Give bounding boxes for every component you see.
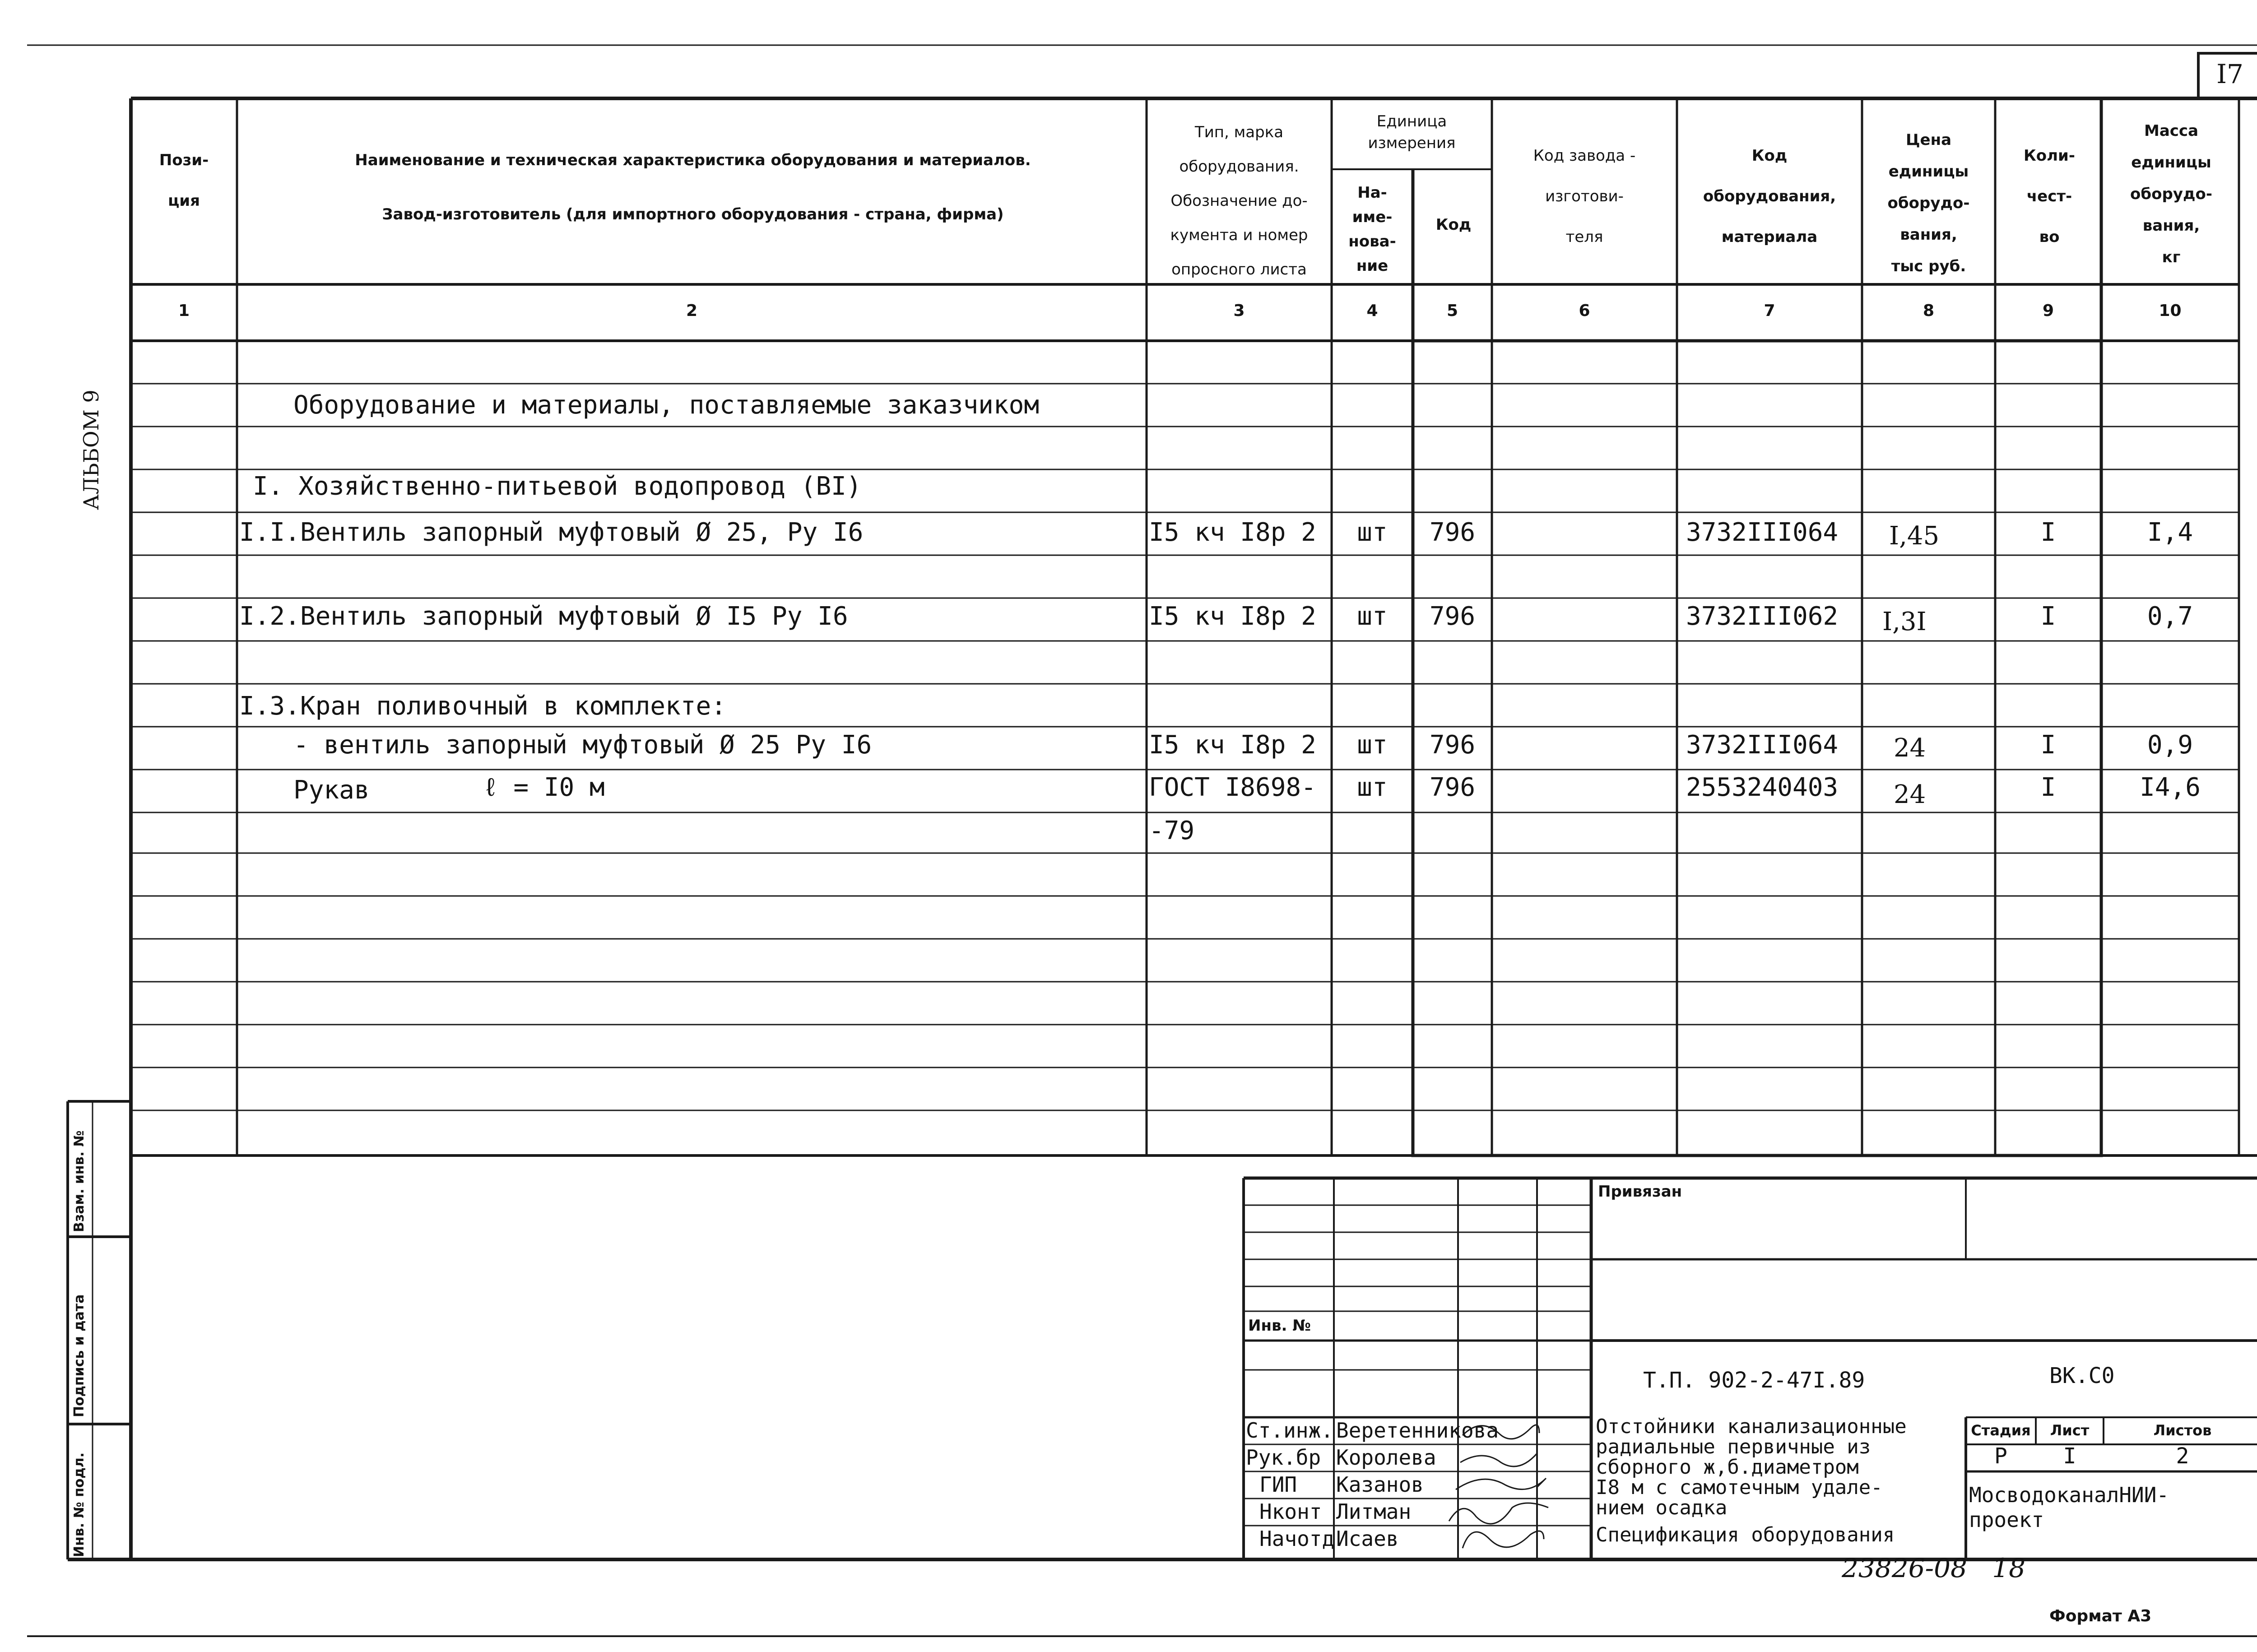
item-equipment-code: 3732III064 <box>1686 518 1839 547</box>
item-price: 24 <box>1894 780 1926 809</box>
item-price: I,45 <box>1889 521 1940 551</box>
stamp-title-line: I8 м с самотечным удале- <box>1596 1476 1883 1499</box>
side-stamp-original-inv: Инв. № подл. <box>71 1452 87 1557</box>
column-number: 9 <box>2042 302 2054 320</box>
item-type: I5 кч I8р 2 <box>1149 518 1316 547</box>
stamp-sheets: 2 <box>2176 1443 2189 1469</box>
item-unit-code: 796 <box>1429 518 1476 547</box>
item-unit-code: 796 <box>1429 602 1476 631</box>
stamp-sheet-label: Лист <box>2050 1422 2090 1439</box>
item-type: I5 кч I8р 2 <box>1149 602 1316 631</box>
stamp-role: Рук.бр <box>1246 1445 1321 1470</box>
item-equipment-code: 2553240403 <box>1686 773 1839 802</box>
header-type: Тип, марка оборудования. Обозначение до- кумента и номер опросного листа <box>1170 123 1308 278</box>
side-stamp-replaced-inv: Взам. инв. № <box>71 1130 87 1232</box>
column-number: 8 <box>1923 302 1935 320</box>
header-unit-group: Единица измерения <box>1368 112 1456 152</box>
header-unit-price: Цена единицы оборудо- вания, тыс руб. <box>1887 131 1970 275</box>
item-quantity: I <box>2040 518 2056 547</box>
header-name-line2: Завод-изготовитель (для импортного оборудования - страна, фирма) <box>382 205 1004 223</box>
item-price: 24 <box>1894 733 1926 763</box>
column-number: 3 <box>1233 302 1245 320</box>
item-price: I,3I <box>1882 607 1927 636</box>
sheet-corner-number: I7 <box>2216 59 2243 89</box>
stamp-organization-continued: проект <box>1969 1508 2044 1532</box>
item-unit-code: 796 <box>1429 773 1476 802</box>
item-group-title: I.3.Кран поливочный в комплекте: <box>239 691 726 721</box>
item-unit: шт <box>1357 518 1388 547</box>
column-number: 4 <box>1366 302 1378 320</box>
column-number: 1 <box>178 302 190 320</box>
header-unit-code: Код <box>1435 216 1472 234</box>
stamp-person: Казанов <box>1336 1472 1424 1497</box>
column-number: 5 <box>1446 302 1458 320</box>
item-name: - вентиль запорный муфтовый Ø 25 Ру I6 <box>293 730 872 760</box>
stamp-role: ГИП <box>1259 1472 1297 1497</box>
archive-number: 23826-08 18 <box>1842 1553 2026 1583</box>
header-unit-name: На- име- нова- ние <box>1348 184 1396 275</box>
item-name: Рукав <box>293 775 370 805</box>
stamp-document-number: Т.П. 902-2-47I.89 <box>1643 1368 1865 1393</box>
item-mass: 0,9 <box>2147 730 2193 760</box>
item-mass: I,4 <box>2147 518 2193 547</box>
stamp-person: Исаев <box>1336 1527 1399 1551</box>
item-quantity: I <box>2040 602 2056 631</box>
stamp-inventory-label: Инв. № <box>1248 1317 1311 1335</box>
column-number: 7 <box>1764 302 1775 320</box>
header-name-line1: Наименование и техническая характеристика оборудования и материалов. <box>355 151 1031 169</box>
stamp-stage-label: Стадия <box>1971 1422 2031 1439</box>
item-type: I5 кч I8р 2 <box>1149 730 1316 760</box>
side-album-label: АЛЬБОМ 9 <box>79 390 103 510</box>
stamp-role: Нконт <box>1259 1499 1322 1524</box>
item-quantity: I <box>2040 773 2056 802</box>
item-equipment-code: 3732III064 <box>1686 730 1839 760</box>
item-unit: шт <box>1357 730 1388 760</box>
item-unit-code: 796 <box>1429 730 1476 760</box>
header-position: Пози- ция <box>159 151 209 210</box>
stamp-title-line: Отстойники канализационные <box>1596 1415 1907 1438</box>
item-equipment-code: 3732III062 <box>1686 602 1839 631</box>
item-length: ℓ = I0 м <box>483 773 605 802</box>
stamp-person: Веретенникова <box>1336 1418 1499 1443</box>
column-number: 2 <box>686 302 698 320</box>
column-number: 10 <box>2159 302 2182 320</box>
item-name: I.I.Вентиль запорный муфтовый Ø 25, Ру I6 <box>239 518 864 547</box>
stamp-sheets-label: Листов <box>2153 1422 2212 1439</box>
column-number: 6 <box>1579 302 1590 320</box>
header-factory-code: Код завода - изготови- теля <box>1533 147 1636 246</box>
header-quantity: Коли- чест- во <box>2024 147 2075 246</box>
header-equipment-code: Код оборудования, материала <box>1703 147 1836 246</box>
stamp-person: Королева <box>1336 1445 1436 1470</box>
stamp-document-code: ВК.С0 <box>2049 1363 2115 1388</box>
item-type: ГОСТ I8698- <box>1149 773 1316 802</box>
stamp-attached-label: Привязан <box>1598 1183 1682 1201</box>
item-quantity: I <box>2040 730 2056 760</box>
stamp-title-line: нием осадка <box>1596 1496 1728 1519</box>
side-stamp-signature-date: Подпись и дата <box>71 1294 87 1417</box>
subsection-title: I. Хозяйственно-питьевой водопровод (BI) <box>253 472 862 501</box>
stamp-title-line: радиальные первичные из <box>1596 1435 1871 1458</box>
stamp-title-line: сборного ж,б.диаметром <box>1596 1456 1859 1479</box>
stamp-sheet: I <box>2063 1443 2076 1469</box>
header-unit-mass: Масса единицы оборудо- вания, кг <box>2130 122 2212 266</box>
section-title: Оборудование и материалы, поставляемые заказчиком <box>293 390 1040 420</box>
format-label: Формат А3 <box>2049 1607 2152 1625</box>
item-mass: 0,7 <box>2147 602 2193 631</box>
item-unit: шт <box>1357 602 1388 631</box>
item-mass: I4,6 <box>2140 773 2201 802</box>
item-name: I.2.Вентиль запорный муфтовый Ø I5 Ру I6 <box>239 602 848 631</box>
stamp-sheet-title: Спецификация оборудования <box>1596 1523 1895 1546</box>
item-type-continued: -79 <box>1149 816 1195 845</box>
item-unit: шт <box>1357 773 1388 802</box>
stamp-person: Литман <box>1336 1499 1412 1524</box>
stamp-stage: Р <box>1994 1443 2007 1469</box>
stamp-role: Ст.инж. <box>1246 1418 1333 1443</box>
stamp-organization: МосводоканалНИИ- <box>1969 1483 2169 1507</box>
stamp-role: Начотд <box>1259 1527 1335 1551</box>
